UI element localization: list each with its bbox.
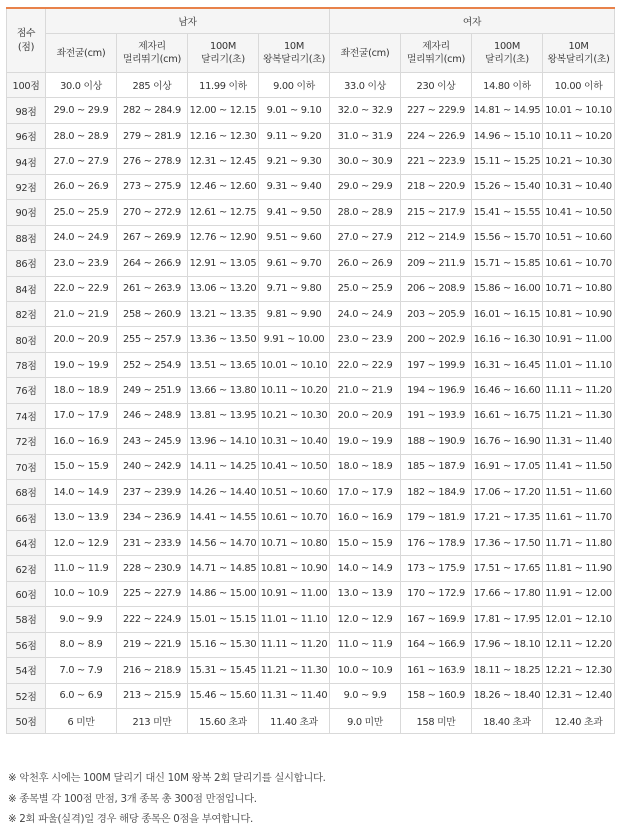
points-cell: 94점 (7, 149, 46, 174)
range-cell: 11.11 ~ 11.20 (259, 632, 330, 657)
range-cell: 13.36 ~ 13.50 (188, 327, 259, 352)
range-cell: 30.0 ~ 30.9 (330, 149, 401, 174)
range-cell: 24.0 ~ 24.9 (330, 301, 401, 326)
range-cell: 9.71 ~ 9.80 (259, 276, 330, 301)
points-cell: 78점 (7, 352, 46, 377)
range-cell: 33.0 이상 (330, 73, 401, 98)
range-cell: 13.81 ~ 13.95 (188, 403, 259, 428)
table-row (7, 352, 615, 377)
range-cell: 10.11 ~ 10.20 (259, 378, 330, 403)
range-cell: 17.0 ~ 17.9 (46, 403, 117, 428)
range-cell: 15.11 ~ 15.25 (472, 149, 543, 174)
range-cell: 16.01 ~ 16.15 (472, 301, 543, 326)
range-cell: 26.0 ~ 26.9 (46, 174, 117, 199)
range-cell: 10.81 ~ 10.90 (543, 301, 615, 326)
range-cell: 15.71 ~ 15.85 (472, 251, 543, 276)
column-header: 제자리 멀리뛰기(cm) (117, 34, 188, 73)
range-cell: 212 ~ 214.9 (401, 225, 472, 250)
range-cell: 285 이상 (117, 73, 188, 98)
column-header: 좌전굴(cm) (46, 34, 117, 73)
table-row (7, 123, 615, 148)
male-group-header: 남자 (46, 8, 330, 34)
range-cell: 191 ~ 193.9 (401, 403, 472, 428)
range-cell: 18.26 ~ 18.40 (472, 683, 543, 708)
range-cell: 9.21 ~ 9.30 (259, 149, 330, 174)
range-cell: 12.21 ~ 12.30 (543, 658, 615, 683)
points-cell: 96점 (7, 123, 46, 148)
range-cell: 13.06 ~ 13.20 (188, 276, 259, 301)
female-group-header: 여자 (330, 8, 615, 34)
range-cell: 29.0 ~ 29.9 (46, 98, 117, 123)
range-cell: 9.00 이하 (259, 73, 330, 98)
range-cell: 249 ~ 251.9 (117, 378, 188, 403)
range-cell: 222 ~ 224.9 (117, 607, 188, 632)
range-cell: 31.0 ~ 31.9 (330, 123, 401, 148)
range-cell: 15.56 ~ 15.70 (472, 225, 543, 250)
range-cell: 21.0 ~ 21.9 (46, 301, 117, 326)
table-header (7, 8, 615, 73)
range-cell: 10.41 ~ 10.50 (259, 454, 330, 479)
range-cell: 14.56 ~ 14.70 (188, 530, 259, 555)
range-cell: 17.96 ~ 18.10 (472, 632, 543, 657)
points-cell: 82점 (7, 301, 46, 326)
range-cell: 19.0 ~ 19.9 (330, 429, 401, 454)
range-cell: 16.16 ~ 16.30 (472, 327, 543, 352)
range-cell: 14.0 ~ 14.9 (46, 480, 117, 505)
table-row (7, 632, 615, 657)
points-header: 점수 (점) (7, 8, 46, 73)
range-cell: 246 ~ 248.9 (117, 403, 188, 428)
table-row (7, 98, 615, 123)
footnote: ※ 악천후 시에는 100M 달리기 대신 10M 왕복 2회 달리기를 실시합니다. (8, 772, 326, 784)
table-row (7, 683, 615, 708)
range-cell: 12.76 ~ 12.90 (188, 225, 259, 250)
range-cell: 16.0 ~ 16.9 (330, 505, 401, 530)
range-cell: 20.0 ~ 20.9 (330, 403, 401, 428)
range-cell: 12.01 ~ 12.10 (543, 607, 615, 632)
range-cell: 173 ~ 175.9 (401, 556, 472, 581)
range-cell: 16.61 ~ 16.75 (472, 403, 543, 428)
range-cell: 17.21 ~ 17.35 (472, 505, 543, 530)
range-cell: 11.21 ~ 11.30 (259, 658, 330, 683)
points-cell: 54점 (7, 658, 46, 683)
range-cell: 10.51 ~ 10.60 (543, 225, 615, 250)
range-cell: 11.01 ~ 11.10 (259, 607, 330, 632)
points-cell: 72점 (7, 429, 46, 454)
range-cell: 9.0 ~ 9.9 (46, 607, 117, 632)
range-cell: 11.51 ~ 11.60 (543, 480, 615, 505)
range-cell: 17.36 ~ 17.50 (472, 530, 543, 555)
range-cell: 9.0 미만 (330, 708, 401, 733)
range-cell: 13.21 ~ 13.35 (188, 301, 259, 326)
range-cell: 182 ~ 184.9 (401, 480, 472, 505)
column-header: 좌전굴(cm) (330, 34, 401, 73)
range-cell: 12.31 ~ 12.40 (543, 683, 615, 708)
table-row (7, 556, 615, 581)
points-cell: 56점 (7, 632, 46, 657)
range-cell: 234 ~ 236.9 (117, 505, 188, 530)
range-cell: 25.0 ~ 25.9 (330, 276, 401, 301)
range-cell: 20.0 ~ 20.9 (46, 327, 117, 352)
range-cell: 11.81 ~ 11.90 (543, 556, 615, 581)
range-cell: 209 ~ 211.9 (401, 251, 472, 276)
table-row (7, 708, 615, 733)
range-cell: 10.21 ~ 10.30 (543, 149, 615, 174)
points-cell: 84점 (7, 276, 46, 301)
range-cell: 282 ~ 284.9 (117, 98, 188, 123)
points-cell: 68점 (7, 480, 46, 505)
range-cell: 15.0 ~ 15.9 (330, 530, 401, 555)
range-cell: 170 ~ 172.9 (401, 581, 472, 606)
range-cell: 261 ~ 263.9 (117, 276, 188, 301)
range-cell: 18.0 ~ 18.9 (330, 454, 401, 479)
range-cell: 12.0 ~ 12.9 (330, 607, 401, 632)
range-cell: 10.91 ~ 11.00 (259, 581, 330, 606)
range-cell: 32.0 ~ 32.9 (330, 98, 401, 123)
table-row (7, 403, 615, 428)
range-cell: 11.21 ~ 11.30 (543, 403, 615, 428)
range-cell: 14.80 이하 (472, 73, 543, 98)
range-cell: 9.51 ~ 9.60 (259, 225, 330, 250)
points-cell: 100점 (7, 73, 46, 98)
range-cell: 11.01 ~ 11.10 (543, 352, 615, 377)
range-cell: 24.0 ~ 24.9 (46, 225, 117, 250)
range-cell: 258 ~ 260.9 (117, 301, 188, 326)
table-row (7, 505, 615, 530)
column-header: 제자리 멀리뛰기(cm) (401, 34, 472, 73)
range-cell: 15.0 ~ 15.9 (46, 454, 117, 479)
range-cell: 194 ~ 196.9 (401, 378, 472, 403)
range-cell: 227 ~ 229.9 (401, 98, 472, 123)
range-cell: 225 ~ 227.9 (117, 581, 188, 606)
range-cell: 9.61 ~ 9.70 (259, 251, 330, 276)
footnote: ※ 2회 파울(실격)일 경우 해당 종목은 0점을 부여합니다. (8, 813, 253, 825)
range-cell: 11.0 ~ 11.9 (46, 556, 117, 581)
points-cell: 92점 (7, 174, 46, 199)
range-cell: 6.0 ~ 6.9 (46, 683, 117, 708)
range-cell: 27.0 ~ 27.9 (46, 149, 117, 174)
range-cell: 14.86 ~ 15.00 (188, 581, 259, 606)
range-cell: 230 이상 (401, 73, 472, 98)
range-cell: 16.76 ~ 16.90 (472, 429, 543, 454)
range-cell: 10.21 ~ 10.30 (259, 403, 330, 428)
range-cell: 240 ~ 242.9 (117, 454, 188, 479)
range-cell: 12.0 ~ 12.9 (46, 530, 117, 555)
range-cell: 167 ~ 169.9 (401, 607, 472, 632)
range-cell: 231 ~ 233.9 (117, 530, 188, 555)
table-row (7, 581, 615, 606)
range-cell: 279 ~ 281.9 (117, 123, 188, 148)
range-cell: 13.51 ~ 13.65 (188, 352, 259, 377)
range-cell: 23.0 ~ 23.9 (330, 327, 401, 352)
table-body (7, 73, 615, 734)
points-cell: 76점 (7, 378, 46, 403)
range-cell: 8.0 ~ 8.9 (46, 632, 117, 657)
range-cell: 18.11 ~ 18.25 (472, 658, 543, 683)
range-cell: 22.0 ~ 22.9 (330, 352, 401, 377)
range-cell: 228 ~ 230.9 (117, 556, 188, 581)
range-cell: 213 미만 (117, 708, 188, 733)
range-cell: 25.0 ~ 25.9 (46, 200, 117, 225)
range-cell: 176 ~ 178.9 (401, 530, 472, 555)
table-row (7, 378, 615, 403)
range-cell: 14.81 ~ 14.95 (472, 98, 543, 123)
range-cell: 213 ~ 215.9 (117, 683, 188, 708)
range-cell: 16.31 ~ 16.45 (472, 352, 543, 377)
table-row (7, 174, 615, 199)
range-cell: 276 ~ 278.9 (117, 149, 188, 174)
range-cell: 15.86 ~ 16.00 (472, 276, 543, 301)
range-cell: 161 ~ 163.9 (401, 658, 472, 683)
table-row (7, 454, 615, 479)
range-cell: 14.11 ~ 14.25 (188, 454, 259, 479)
range-cell: 10.01 ~ 10.10 (259, 352, 330, 377)
range-cell: 10.0 ~ 10.9 (330, 658, 401, 683)
table-row (7, 301, 615, 326)
range-cell: 9.81 ~ 9.90 (259, 301, 330, 326)
score-table (6, 7, 615, 734)
points-cell: 86점 (7, 251, 46, 276)
range-cell: 17.81 ~ 17.95 (472, 607, 543, 632)
range-cell: 12.46 ~ 12.60 (188, 174, 259, 199)
range-cell: 30.0 이상 (46, 73, 117, 98)
range-cell: 10.01 ~ 10.10 (543, 98, 615, 123)
range-cell: 11.91 ~ 12.00 (543, 581, 615, 606)
points-cell: 70점 (7, 454, 46, 479)
footnotes (8, 768, 326, 830)
range-cell: 11.99 이하 (188, 73, 259, 98)
range-cell: 17.0 ~ 17.9 (330, 480, 401, 505)
range-cell: 255 ~ 257.9 (117, 327, 188, 352)
column-header: 100M 달리기(초) (188, 34, 259, 73)
range-cell: 12.16 ~ 12.30 (188, 123, 259, 148)
range-cell: 264 ~ 266.9 (117, 251, 188, 276)
range-cell: 158 미만 (401, 708, 472, 733)
range-cell: 9.31 ~ 9.40 (259, 174, 330, 199)
range-cell: 216 ~ 218.9 (117, 658, 188, 683)
range-cell: 29.0 ~ 29.9 (330, 174, 401, 199)
range-cell: 10.71 ~ 10.80 (259, 530, 330, 555)
points-cell: 62점 (7, 556, 46, 581)
range-cell: 179 ~ 181.9 (401, 505, 472, 530)
range-cell: 14.96 ~ 15.10 (472, 123, 543, 148)
range-cell: 10.41 ~ 10.50 (543, 200, 615, 225)
range-cell: 16.46 ~ 16.60 (472, 378, 543, 403)
range-cell: 15.01 ~ 15.15 (188, 607, 259, 632)
range-cell: 16.0 ~ 16.9 (46, 429, 117, 454)
range-cell: 12.00 ~ 12.15 (188, 98, 259, 123)
range-cell: 17.51 ~ 17.65 (472, 556, 543, 581)
range-cell: 12.31 ~ 12.45 (188, 149, 259, 174)
points-cell: 60점 (7, 581, 46, 606)
range-cell: 15.60 초과 (188, 708, 259, 733)
range-cell: 13.96 ~ 14.10 (188, 429, 259, 454)
range-cell: 9.11 ~ 9.20 (259, 123, 330, 148)
range-cell: 215 ~ 217.9 (401, 200, 472, 225)
column-header: 100M 달리기(초) (472, 34, 543, 73)
range-cell: 224 ~ 226.9 (401, 123, 472, 148)
range-cell: 12.11 ~ 12.20 (543, 632, 615, 657)
range-cell: 6 미만 (46, 708, 117, 733)
range-cell: 23.0 ~ 23.9 (46, 251, 117, 276)
range-cell: 10.61 ~ 10.70 (543, 251, 615, 276)
range-cell: 19.0 ~ 19.9 (46, 352, 117, 377)
range-cell: 10.81 ~ 10.90 (259, 556, 330, 581)
table-row (7, 200, 615, 225)
range-cell: 15.41 ~ 15.55 (472, 200, 543, 225)
range-cell: 17.66 ~ 17.80 (472, 581, 543, 606)
range-cell: 15.26 ~ 15.40 (472, 174, 543, 199)
range-cell: 13.66 ~ 13.80 (188, 378, 259, 403)
range-cell: 10.31 ~ 10.40 (259, 429, 330, 454)
range-cell: 11.0 ~ 11.9 (330, 632, 401, 657)
range-cell: 17.06 ~ 17.20 (472, 480, 543, 505)
range-cell: 13.0 ~ 13.9 (330, 581, 401, 606)
range-cell: 9.0 ~ 9.9 (330, 683, 401, 708)
range-cell: 185 ~ 187.9 (401, 454, 472, 479)
points-cell: 58점 (7, 607, 46, 632)
range-cell: 15.46 ~ 15.60 (188, 683, 259, 708)
range-cell: 273 ~ 275.9 (117, 174, 188, 199)
range-cell: 10.00 이하 (543, 73, 615, 98)
range-cell: 243 ~ 245.9 (117, 429, 188, 454)
table-row (7, 149, 615, 174)
range-cell: 10.31 ~ 10.40 (543, 174, 615, 199)
range-cell: 10.71 ~ 10.80 (543, 276, 615, 301)
points-cell: 66점 (7, 505, 46, 530)
range-cell: 203 ~ 205.9 (401, 301, 472, 326)
table-row (7, 276, 615, 301)
range-cell: 21.0 ~ 21.9 (330, 378, 401, 403)
range-cell: 14.26 ~ 14.40 (188, 480, 259, 505)
range-cell: 12.91 ~ 13.05 (188, 251, 259, 276)
table-row (7, 480, 615, 505)
range-cell: 252 ~ 254.9 (117, 352, 188, 377)
range-cell: 188 ~ 190.9 (401, 429, 472, 454)
table-row (7, 429, 615, 454)
range-cell: 14.41 ~ 14.55 (188, 505, 259, 530)
range-cell: 237 ~ 239.9 (117, 480, 188, 505)
range-cell: 197 ~ 199.9 (401, 352, 472, 377)
points-cell: 88점 (7, 225, 46, 250)
range-cell: 11.31 ~ 11.40 (259, 683, 330, 708)
range-cell: 218 ~ 220.9 (401, 174, 472, 199)
table-row (7, 530, 615, 555)
range-cell: 164 ~ 166.9 (401, 632, 472, 657)
table-row (7, 225, 615, 250)
range-cell: 10.91 ~ 11.00 (543, 327, 615, 352)
range-cell: 11.11 ~ 11.20 (543, 378, 615, 403)
footnote: ※ 종목별 각 100점 만점, 3개 종목 총 300점 만점입니다. (8, 792, 257, 805)
range-cell: 11.40 초과 (259, 708, 330, 733)
points-cell: 98점 (7, 98, 46, 123)
range-cell: 11.71 ~ 11.80 (543, 530, 615, 555)
range-cell: 11.31 ~ 11.40 (543, 429, 615, 454)
range-cell: 14.0 ~ 14.9 (330, 556, 401, 581)
table-row (7, 73, 615, 98)
column-header: 10M 왕복달리기(초) (543, 34, 615, 73)
range-cell: 10.61 ~ 10.70 (259, 505, 330, 530)
range-cell: 18.40 초과 (472, 708, 543, 733)
range-cell: 12.61 ~ 12.75 (188, 200, 259, 225)
points-cell: 90점 (7, 200, 46, 225)
column-header: 10M 왕복달리기(초) (259, 34, 330, 73)
points-cell: 50점 (7, 708, 46, 733)
range-cell: 221 ~ 223.9 (401, 149, 472, 174)
range-cell: 14.71 ~ 14.85 (188, 556, 259, 581)
table-row (7, 658, 615, 683)
range-cell: 12.40 초과 (543, 708, 615, 733)
range-cell: 16.91 ~ 17.05 (472, 454, 543, 479)
table-row (7, 251, 615, 276)
range-cell: 267 ~ 269.9 (117, 225, 188, 250)
range-cell: 28.0 ~ 28.9 (330, 200, 401, 225)
range-cell: 9.41 ~ 9.50 (259, 200, 330, 225)
table-row (7, 327, 615, 352)
range-cell: 10.51 ~ 10.60 (259, 480, 330, 505)
range-cell: 15.31 ~ 15.45 (188, 658, 259, 683)
range-cell: 158 ~ 160.9 (401, 683, 472, 708)
range-cell: 15.16 ~ 15.30 (188, 632, 259, 657)
points-cell: 64점 (7, 530, 46, 555)
range-cell: 9.91 ~ 10.00 (259, 327, 330, 352)
range-cell: 13.0 ~ 13.9 (46, 505, 117, 530)
range-cell: 26.0 ~ 26.9 (330, 251, 401, 276)
range-cell: 11.41 ~ 11.50 (543, 454, 615, 479)
range-cell: 27.0 ~ 27.9 (330, 225, 401, 250)
range-cell: 11.61 ~ 11.70 (543, 505, 615, 530)
range-cell: 200 ~ 202.9 (401, 327, 472, 352)
range-cell: 28.0 ~ 28.9 (46, 123, 117, 148)
points-cell: 52점 (7, 683, 46, 708)
range-cell: 22.0 ~ 22.9 (46, 276, 117, 301)
range-cell: 18.0 ~ 18.9 (46, 378, 117, 403)
range-cell: 270 ~ 272.9 (117, 200, 188, 225)
range-cell: 7.0 ~ 7.9 (46, 658, 117, 683)
range-cell: 206 ~ 208.9 (401, 276, 472, 301)
range-cell: 10.11 ~ 10.20 (543, 123, 615, 148)
range-cell: 9.01 ~ 9.10 (259, 98, 330, 123)
points-cell: 80점 (7, 327, 46, 352)
range-cell: 10.0 ~ 10.9 (46, 581, 117, 606)
table-row (7, 607, 615, 632)
points-cell: 74점 (7, 403, 46, 428)
range-cell: 219 ~ 221.9 (117, 632, 188, 657)
